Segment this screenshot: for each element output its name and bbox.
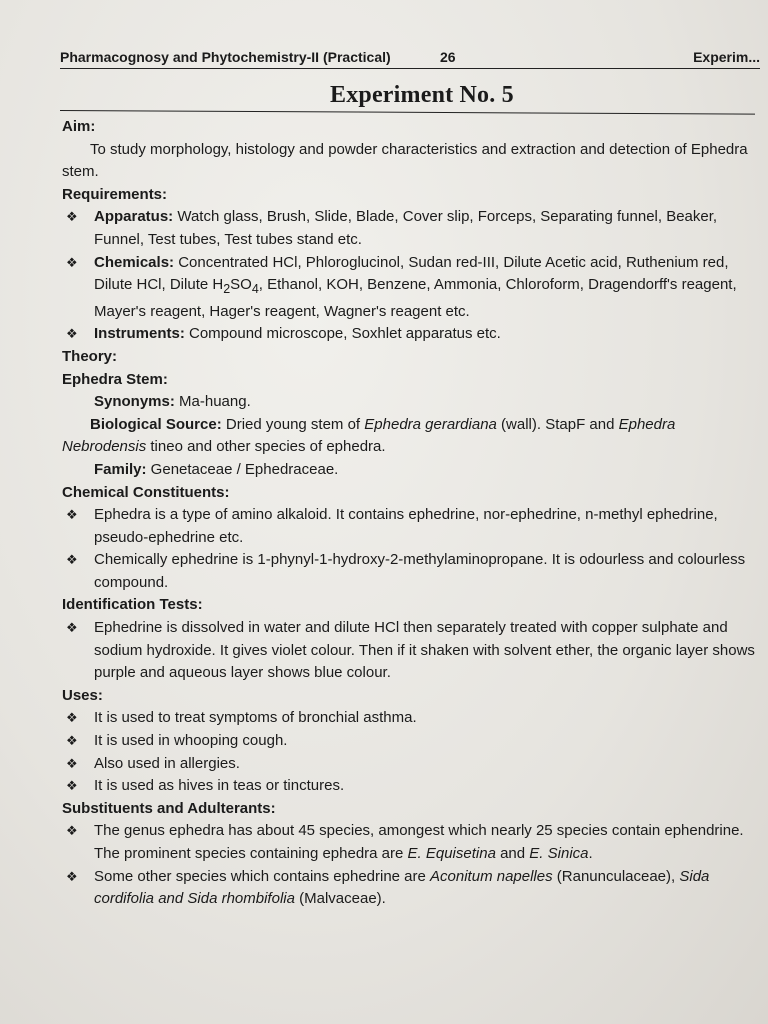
chemicals-text: Concentrated HCl, Phloroglucinol, Sudan red-III, Dilute Acetic acid, Ruthenium red, Dilute HCl, Dilute H: [94, 253, 729, 294]
list-item-text: Chemically ephedrine is 1-phynyl-1-hydroxy-2-methylaminopropane. It is odourless and colourless compound.: [94, 551, 746, 591]
bullet-icon: ❖: [66, 733, 78, 749]
biological-source-line: [62, 414, 760, 459]
list-item: [62, 707, 760, 730]
synonyms-line: [62, 391, 760, 414]
apparatus-text: Watch glass, Brush, Slide, Blade, Cover slip, Forceps, Separating funnel, Beaker, Funnel, Test tubes, Test tubes stand etc.: [94, 208, 718, 248]
bio-text: (wall). StapF and: [496, 415, 619, 433]
list-item: [62, 252, 760, 324]
bullet-icon: ❖: [66, 326, 78, 342]
species-name: E. Sinica: [529, 845, 589, 862]
chemical-constituents-heading: Chemical Constituents:: [62, 483, 230, 501]
list-item-text: and: [495, 845, 530, 862]
synonyms-label: Synonyms:: [94, 393, 175, 411]
list-item-text: Also used in allergies.: [94, 754, 240, 772]
list-item: [62, 504, 760, 549]
list-item: [62, 617, 760, 685]
document-body: [62, 116, 760, 911]
list-item-text: (Ranunculaceae),: [552, 867, 680, 885]
bullet-icon: ❖: [66, 620, 78, 636]
book-title: Pharmacognosy and Phytochemistry-II (Practical): [60, 49, 391, 65]
uses-list: [62, 707, 760, 797]
list-item: [62, 730, 760, 753]
theory-heading: Theory:: [62, 347, 118, 365]
list-item-text: It is used to treat symptoms of bronchial asthma.: [94, 709, 417, 727]
page-number: 26: [440, 49, 456, 65]
list-item: [62, 323, 760, 346]
list-item: [62, 820, 760, 865]
bio-text: Dried young stem of: [221, 415, 365, 433]
ephedra-stem-heading: Ephedra Stem:: [62, 370, 168, 388]
list-item: [62, 753, 760, 776]
aim-heading: Aim:: [62, 118, 96, 135]
instruments-text: Compound microscope, Soxhlet apparatus etc.: [184, 325, 501, 343]
list-item-text: (Malvaceae).: [294, 890, 386, 908]
bio-source-label: Biological Source:: [90, 415, 222, 433]
list-item-text: The genus ephedra has about 45 species, amongest which nearly 25 species contain ephendrine. The prominent species containing ephedra are: [94, 822, 744, 862]
species-name: Ephedra Nebrodensis: [62, 415, 676, 456]
family-line: [62, 459, 760, 482]
chemicals-label: Chemicals:: [94, 253, 175, 271]
family-label: Family:: [94, 460, 147, 478]
list-item-text: It is used in whooping cough.: [94, 732, 288, 750]
bullet-icon: ❖: [66, 209, 78, 225]
species-name: Aconitum napelles: [430, 867, 553, 885]
list-item: [62, 866, 760, 911]
subscript: 4: [251, 282, 259, 297]
list-item-text: It is used as hives in teas or tinctures.: [94, 777, 345, 795]
identification-tests-heading: Identification Tests:: [62, 596, 203, 614]
bullet-icon: ❖: [66, 755, 78, 771]
bullet-icon: ❖: [66, 868, 78, 884]
list-item: [62, 206, 760, 251]
list-item-text: .: [588, 845, 593, 862]
bullet-icon: ❖: [66, 507, 78, 523]
list-item-text: Some other species which contains ephedrine are: [94, 867, 431, 885]
species-name: Ephedra gerardiana: [364, 415, 497, 433]
requirements-heading: Requirements:: [62, 185, 168, 203]
experiment-title: Experiment No. 5: [330, 82, 514, 108]
running-head: Experim...: [693, 49, 760, 65]
list-item-text: Ephedra is a type of amino alkaloid. It contains ephedrine, nor-ephedrine, n-methyl ephedrine, pseudo-ephedrine etc.: [94, 506, 718, 546]
list-item: [62, 775, 760, 798]
title-rule: [60, 110, 755, 115]
subscript: 2: [223, 282, 231, 297]
chemicals-text: , Ethanol, KOH, Benzene, Ammonia, Chloroform, Dragendorff's reagent, Mayer's reagent, Hager's reagent, Wagner's reagent etc.: [94, 276, 737, 320]
synonyms-text: Ma-huang.: [174, 393, 251, 411]
chemicals-text: SO: [230, 276, 252, 294]
uses-heading: Uses:: [62, 686, 103, 704]
list-item-text: Ephedrine is dissolved in water and dilute HCl then separately treated with copper sulphate and sodium hydroxide. It gives violet colour. Then if it shaken with solvent ether, the organic layer shows purple and aqueous layer shows blue colour.: [94, 619, 755, 682]
aim-text: To study morphology, histology and powder characteristics and extraction and detection of Ephedra stem.: [62, 140, 748, 181]
bullet-icon: ❖: [66, 710, 78, 726]
family-text: Genetaceae / Ephedraceae.: [146, 460, 339, 478]
species-name: Sida cordifolia and Sida rhombifolia: [94, 867, 710, 908]
constituents-list: [62, 504, 760, 594]
substituents-heading: Substituents and Adulterants:: [62, 799, 276, 817]
instruments-label: Instruments:: [94, 325, 185, 343]
bio-text: tineo and other species of ephedra.: [146, 438, 386, 456]
identification-list: [62, 617, 760, 685]
bullet-icon: ❖: [66, 778, 78, 794]
running-header: [60, 46, 760, 69]
apparatus-label: Apparatus:: [94, 208, 174, 226]
bullet-icon: ❖: [66, 823, 78, 839]
species-name: E. Equisetina: [407, 845, 496, 862]
list-item: [62, 549, 760, 594]
substituents-list: [62, 820, 760, 910]
bullet-icon: ❖: [66, 552, 78, 568]
bullet-icon: ❖: [66, 254, 78, 270]
requirements-list: [62, 206, 760, 346]
